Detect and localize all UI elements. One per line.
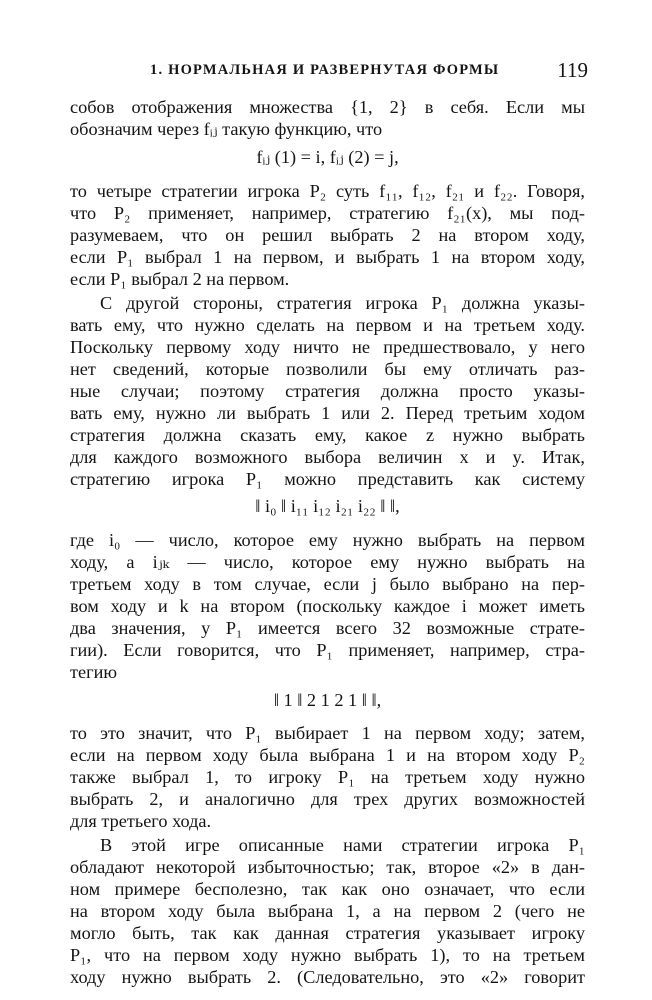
formula-line: ‖ i₀ ‖ i₁₁ i₁₂ i₂₁ i₂₂ ‖ ‖, [255,496,400,516]
text-line: если P₁ выбрал 1 на первом, и выбрать 1 на втором ходу, [70,247,585,267]
text-line: третьем ходу в том случае, если j было выбрано на пер- [70,574,585,594]
text-line: гии). Если говорится, что P₁ применяет, например, стра- [70,640,585,660]
formula-line: fᵢⱼ (1) = i, fᵢⱼ (2) = j, [256,147,399,167]
text-line: на втором ходу была выбрана 1, а на первом 2 (чего не [70,901,585,921]
text-line: вом ходу и k на втором (поскольку каждое i может иметь [70,596,585,616]
text-line: то это значит, что P₁ выбирает 1 на первом ходу; затем, [70,723,585,743]
text-line: также выбрал 1, то игроку P₁ на третьем ходу нужно [70,767,585,787]
text-line: для каждого возможного выбора величин x и y. Итак, [70,447,585,467]
text-line: стратегию игрока P₁ можно представить как систему [70,469,585,489]
text-line: если на первом ходу была выбрана 1 и на втором ходу P₂ [70,745,585,765]
formula-line: ‖ 1 ‖ 2 1 2 1 ‖ ‖, [273,690,382,710]
text-line: обладают некоторой избыточностью; так, второе «2» в дан- [70,857,585,877]
text-line: если P₁ выбрал 2 на первом. [70,269,290,289]
text-line: могло быть, так как данная стратегия указывает игроку [70,923,585,943]
text-line: ходу нужно выбрать 2. (Следовательно, это «2» говорит [70,967,585,987]
running-title: 1. НОРМАЛЬНАЯ И РАЗВЕРНУТАЯ ФОРМЫ [150,62,500,78]
text-line: тегию [70,662,118,682]
text-line: два значения, у P₁ имеется всего 32 возможные страте- [70,618,585,638]
text-line: ном примере бесполезно, так как оно означает, что если [70,879,585,899]
text-line: нет сведений, которые позволили бы ему отличать раз- [70,359,585,379]
text-line: то четыре стратегии игрока P₂ суть f₁₁, f₁₂, f₂₁ и f₂₂. Говоря, [70,181,585,201]
text-line: где i₀ — число, которое ему нужно выбрать на первом [70,530,585,550]
page-header [150,58,590,84]
page-number: 119 [557,58,588,82]
text-line: ходу, а iⱼₖ — число, которое ему нужно выбрать на [70,552,585,572]
text-line: С другой стороны, стратегия игрока P₁ должна указы- [100,293,585,313]
text-line: Поскольку первому ходу ничто не предшествовало, у него [70,337,585,357]
text-line: что P₂ применяет, например, стратегию f₂₁(x), мы под- [70,203,585,223]
text-line: собов отображения множества {1, 2} в себя. Если мы [70,97,585,117]
text-line: разумеваем, что он решил выбрать 2 на втором ходу, [70,225,585,245]
text-line: вать ему, нужно ли выбрать 1 или 2. Перед третьим ходом [70,403,585,423]
text-line: вать ему, что нужно сделать на первом и на третьем ходу. [70,315,585,335]
text-line: для третьего хода. [70,811,212,831]
text-line: выбрать 2, и аналогично для трех других возможностей [70,789,585,809]
text-line: стратегия должна сказать ему, какое z нужно выбрать [70,425,585,445]
text-line: В этой игре описанные нами стратегии игрока P₁ [100,835,585,855]
text-line: ные случаи; поэтому стратегия должна просто указы- [70,381,585,401]
text-line: P₁, что на первом ходу нужно выбрать 1), то на третьем [70,945,585,965]
text-line: обозначим через fᵢⱼ такую функцию, что [70,119,383,139]
